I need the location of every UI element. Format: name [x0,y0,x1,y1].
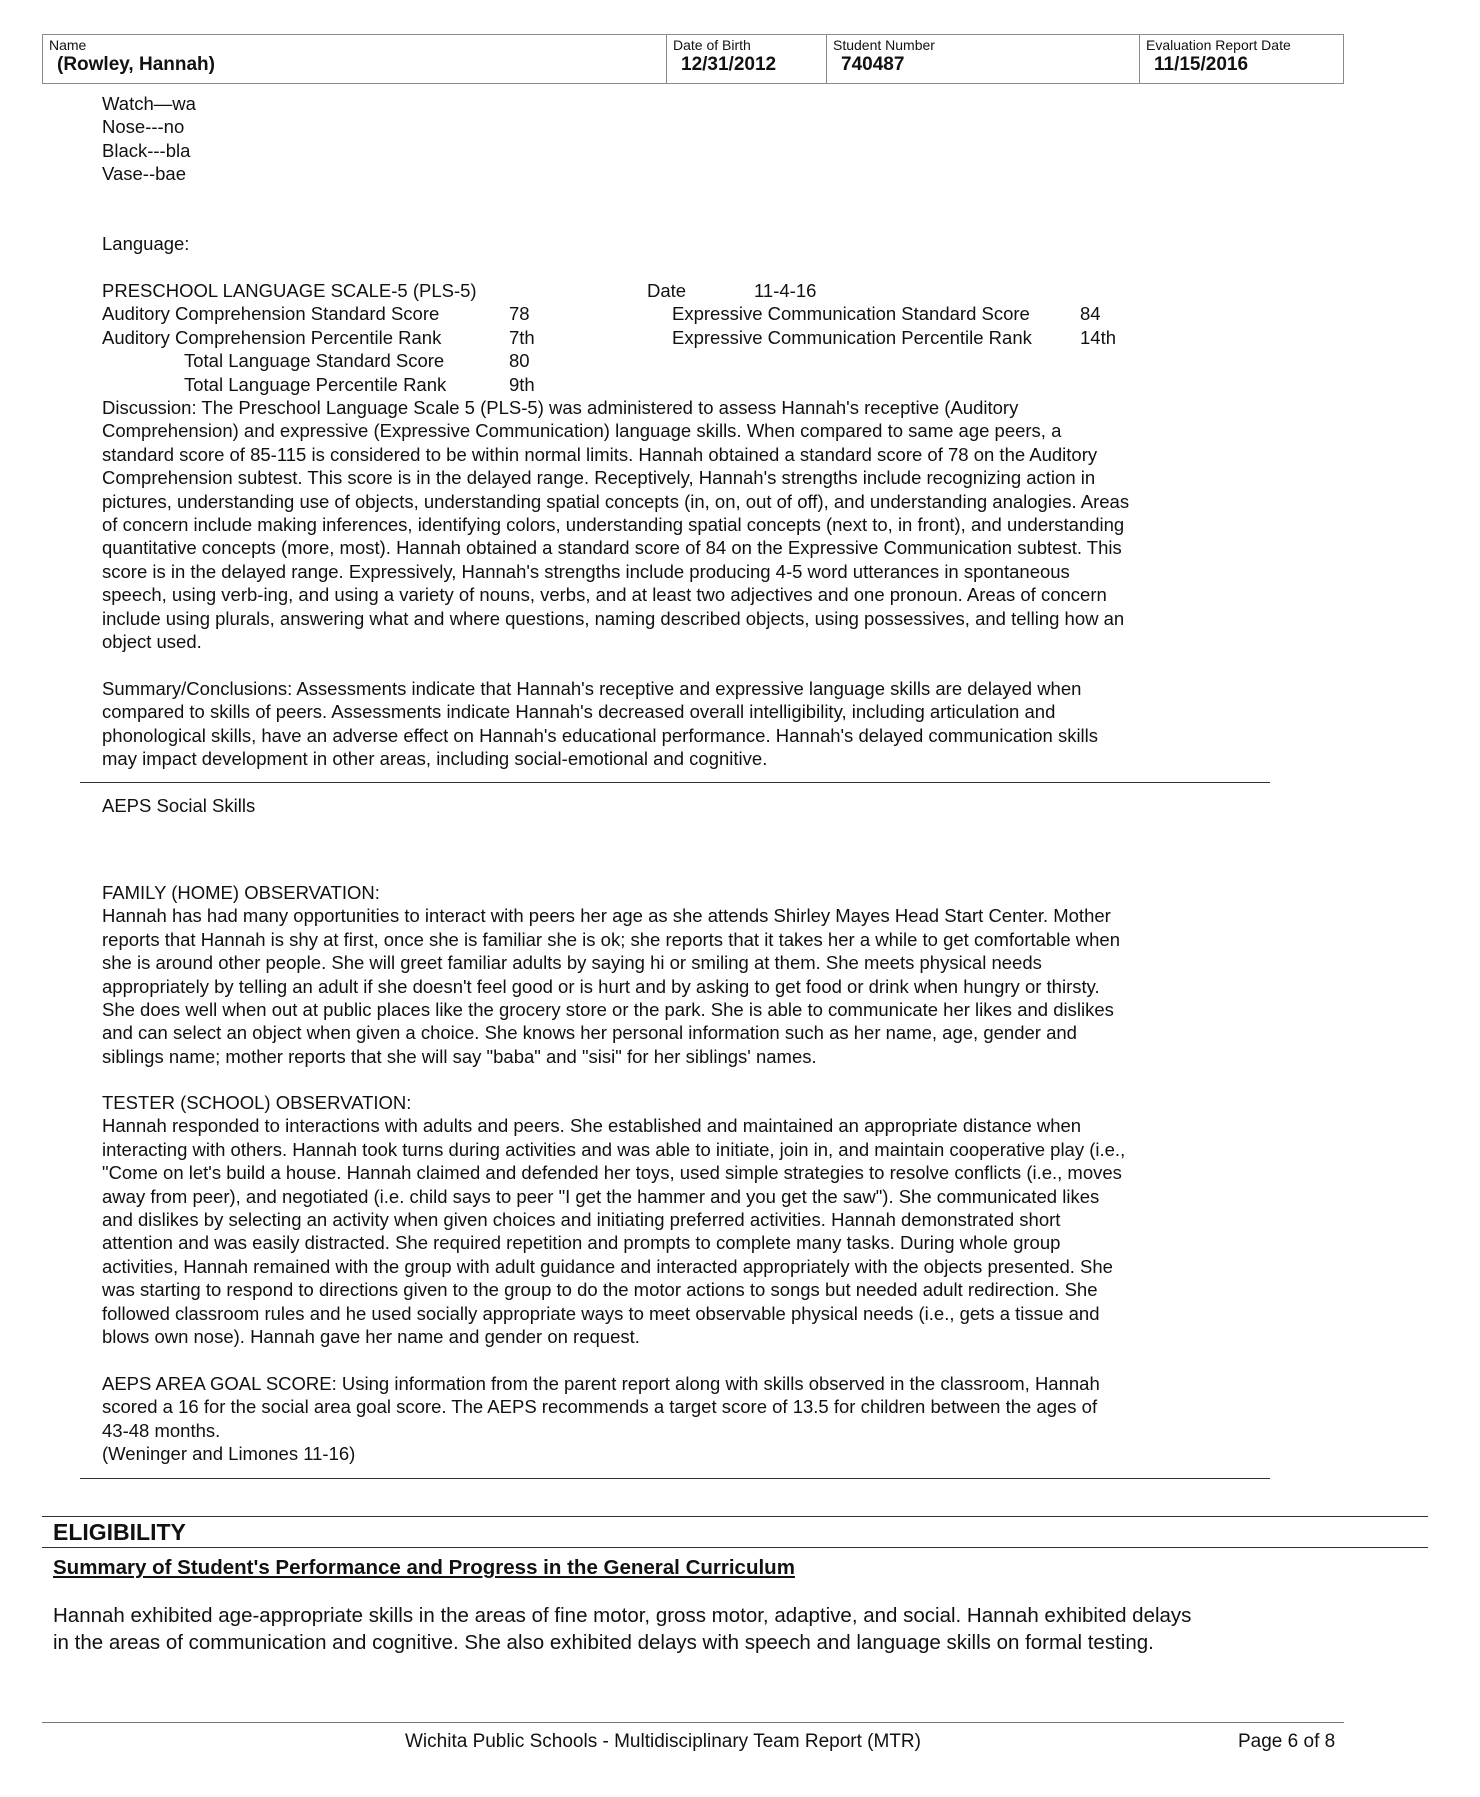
ec-percentile-label: Expressive Communication Percentile Rank [672,327,1032,348]
student-number-label: Student Number [833,37,935,53]
section-divider [80,782,1270,783]
ac-percentile-label: Auditory Comprehension Percentile Rank [102,327,442,348]
ac-standard-score-label: Auditory Comprehension Standard Score [102,303,440,324]
text-line: blows own nose). Hannah gave her name and gender on request. [102,1326,640,1348]
report-date-value: 11/15/2016 [1154,54,1249,75]
text-line: in the areas of communication and cognitive. She also exhibited delays with speech and language skills on formal testing. [53,1630,1154,1654]
word-list [102,92,196,186]
word-list-item: Watch—wa [102,93,196,114]
word-list-item: Vase--bae [102,163,186,185]
text-line: Hannah exhibited age-appropriate skills in the areas of fine motor, gross motor, adaptive, and social. Hannah exhibited delays [53,1604,1192,1627]
text-line: siblings name; mother reports that she will say "baba" and "sisi" for her siblings' names. [102,1045,817,1067]
footer-rule [42,1722,1344,1723]
student-number-value: 740487 [841,54,905,75]
text-line: she is around other people. She will greet familiar adults by saying hi or smiling at them. She meets physical needs [102,952,1042,974]
text-line: scored a 16 for the social area goal score. The AEPS recommends a target score of 13.5 for children between the ages of [102,1396,1098,1418]
text-line: followed classroom rules and he used socially appropriate ways to meet observable physical needs (i.e., gets a tissue and [102,1302,1100,1324]
eligibility-title: ELIGIBILITY [53,1519,186,1545]
name-cell [43,35,667,83]
text-line: include using plurals, answering what and where questions, naming described objects, using possessives, and telling how an [102,607,1125,629]
text-line: interacting with others. Hannah took turns during activities and was able to initiate, join in, and maintain cooperative play (i.e., [102,1138,1126,1160]
ec-standard-score-value: 84 [1080,303,1101,324]
pls-date-label: Date [647,280,687,301]
text-line: reports that Hannah is shy at first, once she is familiar she is ok; she reports that it takes her a while to get comfortable when [102,928,1120,950]
text-line: appropriately by telling an adult if she doesn't feel good or is hurt and by asking to get food or drink when hungry or thirsty. [102,975,1100,997]
tl-percentile-value: 9th [509,374,535,395]
pls-title: PRESCHOOL LANGUAGE SCALE-5 (PLS-5) [102,280,477,301]
aeps-goal-score [102,1372,1100,1466]
eligibility-bottom-rule [42,1547,1428,1548]
tester-heading: TESTER (SCHOOL) OBSERVATION: [102,1092,412,1113]
dob-label: Date of Birth [673,37,751,53]
text-line: pictures, understanding use of objects, understanding spatial concepts (in, on, out of off), and understanding analogies. Areas [102,490,1130,512]
text-line: Hannah responded to interactions with adults and peers. She established and maintained an appropriate distance when [102,1115,1082,1137]
tl-percentile-label: Total Language Percentile Rank [184,374,447,395]
text-line: (Weninger and Limones 11-16) [102,1443,356,1465]
text-line: speech, using verb-ing, and using a variety of nouns, verbs, and at least two adjectives and one pronoun. Areas of concern [102,584,1107,606]
text-line: object used. [102,631,202,653]
text-line: score is in the delayed range. Expressively, Hannah's strengths include producing 4-5 word utterances in spontaneous [102,560,1070,582]
text-line: attention and was easily distracted. She required repetition and prompts to complete many tasks. During whole group [102,1232,1061,1254]
text-line: of concern include making inferences, identifying colors, understanding spatial concepts (next to, in front), and understanding [102,514,1125,536]
text-line: She does well when out at public places like the grocery store or the park. She is able to communicate her likes and dislikes [102,999,1114,1021]
ec-percentile-value: 14th [1080,327,1117,348]
text-line: and dislikes by selecting an activity when given choices and initiating preferred activities. Hannah demonstrated short [102,1209,1061,1231]
text-line: Hannah has had many opportunities to interact with peers her age as she attends Shirley Mayes Head Start Center. Mother [102,905,1111,927]
text-line: away from peer), and negotiated (i.e. child says to peer "I get the hammer and you get the saw"). She communicated likes [102,1185,1100,1207]
text-line: AEPS AREA GOAL SCORE: Using information from the parent report along with skills observed in the classroom, Hannah [102,1373,1100,1394]
family-heading: FAMILY (HOME) OBSERVATION: [102,882,380,903]
discussion-paragraph [102,396,1129,653]
tl-standard-score-value: 80 [509,350,530,371]
word-list-item: Nose---no [102,116,185,138]
tester-observation [102,1091,1125,1348]
word-list-item: Black---bla [102,139,191,161]
eligibility-subtitle: Summary of Student's Performance and Progress in the General Curriculum [53,1556,795,1579]
text-line: activities, Hannah remained with the group with adult guidance and interacted appropriately with the objects presented. She [102,1255,1113,1277]
aeps-heading: AEPS Social Skills [102,795,256,816]
text-line: quantitative concepts (more, most). Hannah obtained a standard score of 84 on the Expressive Communication subtest. This [102,537,1122,559]
pls-date-value: 11-4-16 [754,280,817,301]
ac-standard-score-value: 78 [509,303,530,324]
text-line: Comprehension subtest. This score is in the delayed range. Receptively, Hannah's strengths include recognizing action in [102,467,1096,489]
name-value: (Rowley, Hannah) [57,54,215,75]
eligibility-top-rule [42,1516,1428,1517]
tl-standard-score-label: Total Language Standard Score [184,350,445,371]
eligibility-summary [53,1603,1191,1656]
ac-percentile-value: 7th [509,327,535,348]
ec-standard-score-label: Expressive Communication Standard Score [672,303,1030,324]
text-line: was starting to respond to directions given to the group to do the motor actions to songs but needed adult redirection. She [102,1279,1098,1301]
section-divider [80,1478,1270,1479]
text-line: Summary/Conclusions: Assessments indicate that Hannah's receptive and expressive language skills are delayed when [102,678,1082,699]
family-observation [102,881,1120,1068]
report-date-cell [1140,35,1343,83]
student-header [42,34,1344,84]
footer-title: Wichita Public Schools - Multidisciplinary Team Report (MTR) [405,1731,921,1752]
dob-cell [667,35,827,83]
text-line: 43-48 months. [102,1419,221,1441]
name-label: Name [49,37,87,53]
text-line: may impact development in other areas, including social-emotional and cognitive. [102,748,768,770]
summary-paragraph [102,677,1098,771]
text-line: standard score of 85-115 is considered to be within normal limits. Hannah obtained a standard score of 78 on the Auditory [102,443,1098,465]
page-number: Page 6 of 8 [1238,1731,1336,1752]
text-line: "Come on let's build a house. Hannah claimed and defended her toys, used simple strategies to resolve conflicts (i.e., moves [102,1162,1122,1184]
text-line: and can select an object when given a choice. She knows her personal information such as her name, age, gender and [102,1022,1077,1044]
text-line: Comprehension) and expressive (Expressive Communication) language skills. When compared to same age peers, a [102,420,1062,442]
report-date-label: Evaluation Report Date [1146,37,1291,53]
text-line: Discussion: The Preschool Language Scale 5 (PLS-5) was administered to assess Hannah's receptive (Auditory [102,397,1019,418]
text-line: compared to skills of peers. Assessments indicate Hannah's decreased overall intelligibility, including articulation and [102,701,1056,723]
text-line: phonological skills, have an adverse effect on Hannah's educational performance. Hannah's delayed communication skills [102,724,1099,746]
dob-value: 12/31/2012 [681,54,777,75]
student-number-cell [827,35,1140,83]
language-heading: Language: [102,233,190,254]
